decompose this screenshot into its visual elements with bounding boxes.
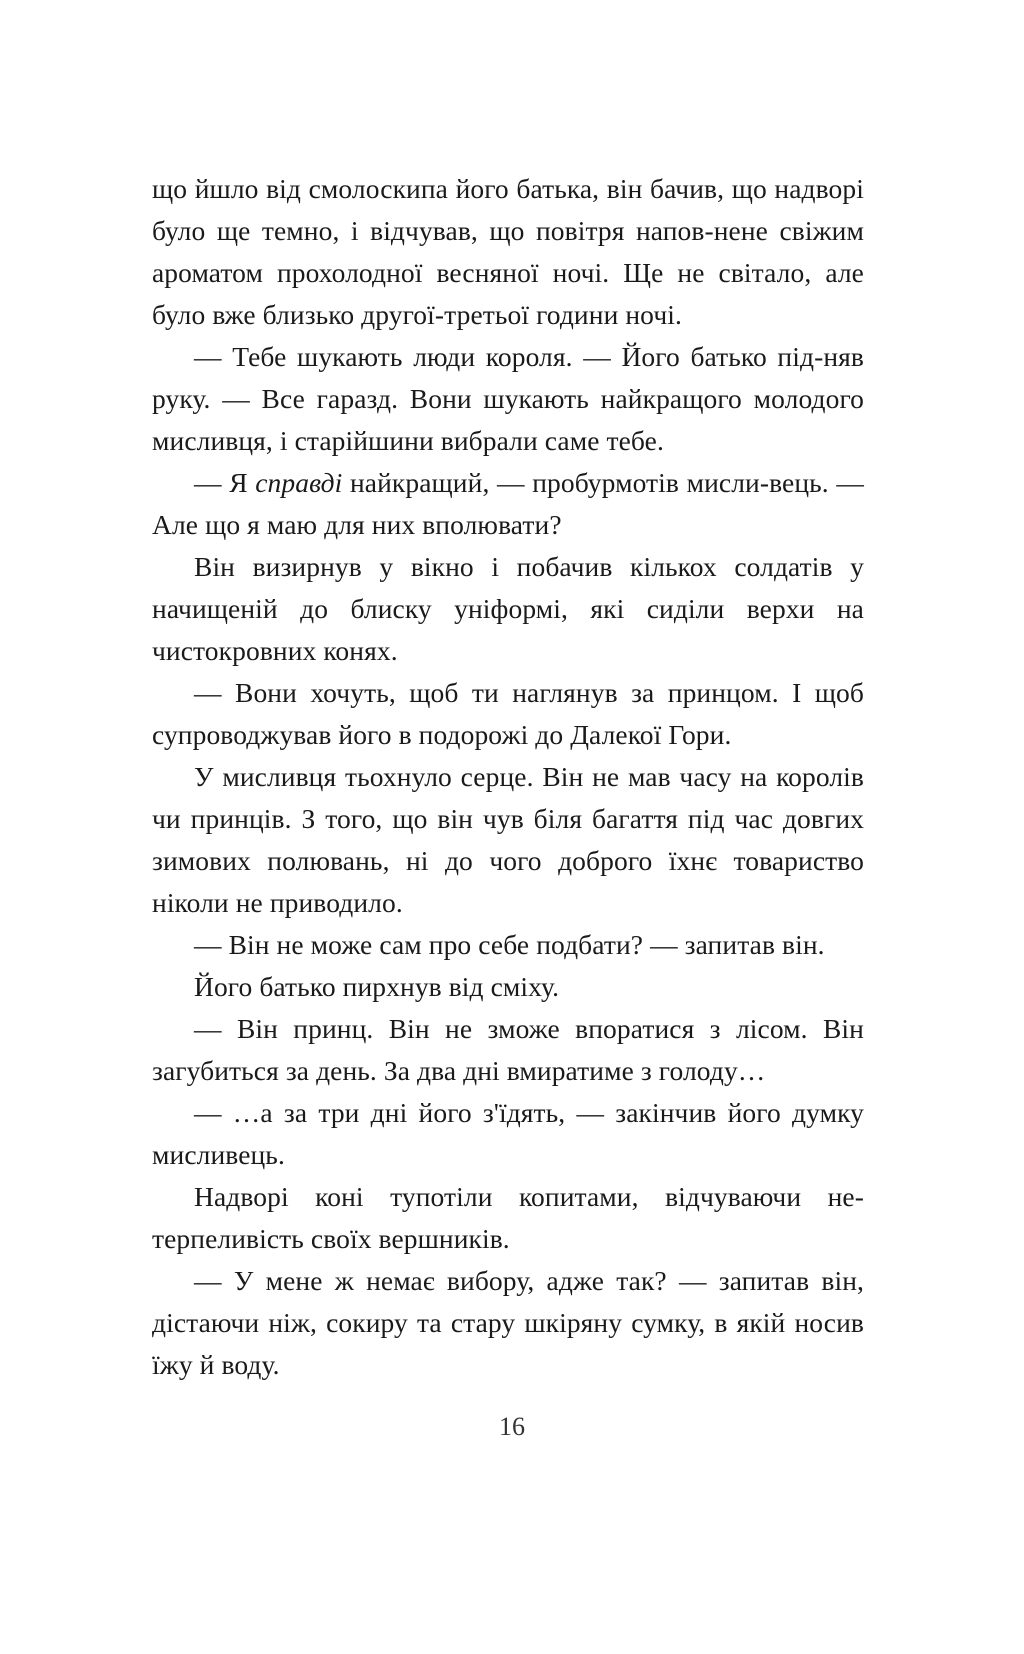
paragraph-9: — Він принц. Він не зможе впоратися з лісом. Він загубиться за день. За два дні вмиратиме з голоду… — [152, 1013, 864, 1086]
paragraph-3 — [152, 462, 864, 546]
paragraph-10: — …а за три дні його з'їдять, — закінчив його думку мисливець. — [152, 1097, 864, 1170]
paragraph-5: — Вони хочуть, щоб ти наглянув за принцом. І щоб супроводжував його в подорожі до Далекої Гори. — [152, 677, 864, 750]
paragraph-3-text-after: найкращий, — пробурмотів мисли-вець. — Але що я маю для них вполювати? — [152, 467, 864, 540]
paragraph-7: — Він не може сам про себе подбати? — запитав він. — [194, 929, 825, 960]
paragraph-6: У мисливця тьохнуло серце. Він не мав часу на королів чи принців. З того, що він чув біля багаття під час довгих зимових полювань, ні до чого доброго їхнє товариство ніколи не приводило. — [152, 761, 864, 918]
paragraph-3-text-before: — Я — [194, 467, 256, 498]
paragraph-1: що йшло від смолоскипа його батька, він бачив, що надворі було ще темно, і відчував, що повітря напов-нене свіжим ароматом прохолодної весняної ночі. Ще не світало, але було вже близько другої-третьої години ночі. — [152, 173, 864, 330]
paragraph-12: — У мене ж немає вибору, адже так? — запитав він, дістаючи ніж, сокиру та стару шкіряну сумку, в якій носив їжу й воду. — [152, 1265, 864, 1380]
paragraph-8: Його батько пирхнув від сміху. — [194, 971, 560, 1002]
page-number: 16 — [499, 1412, 525, 1441]
paragraph-11: Надворі коні тупотіли копитами, відчуваючи не-терпеливість своїх вершників. — [152, 1181, 864, 1254]
paragraph-2: — Тебе шукають люди короля. — Його батько під-няв руку. — Все гаразд. Вони шукають найкращого молодого мисливця, і старійшини вибрали саме тебе. — [152, 341, 864, 456]
paragraph-4: Він визирнув у вікно і побачив кількох солдатів у начищеній до блиску уніформі, які сиділи верхи на чистокровних конях. — [152, 551, 864, 666]
page-text-block — [152, 168, 864, 1386]
paragraph-3-emphasis: справді — [255, 467, 343, 498]
